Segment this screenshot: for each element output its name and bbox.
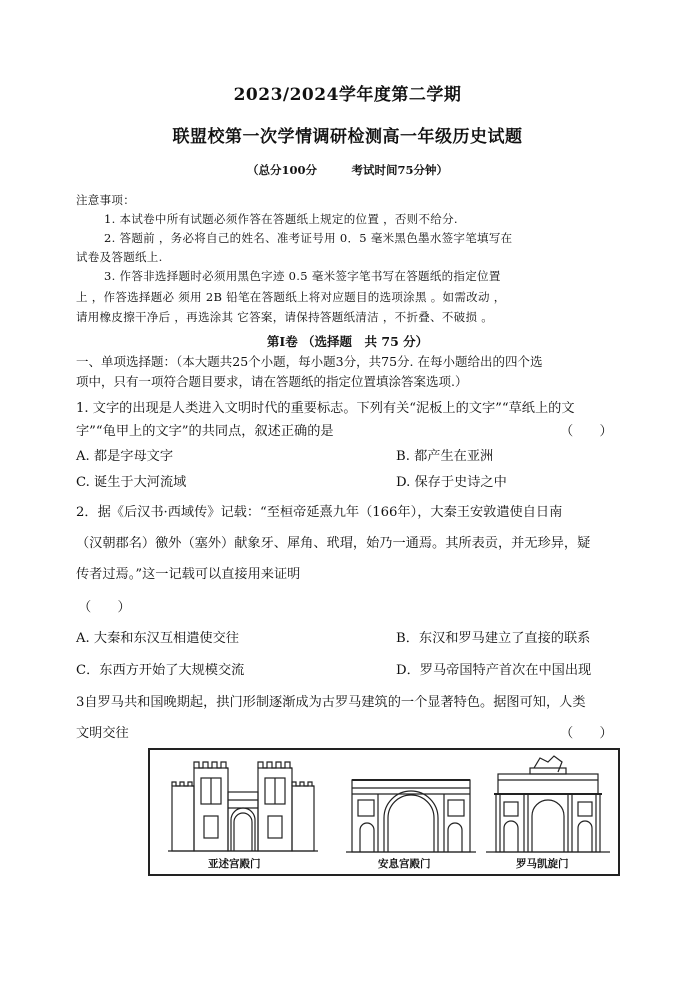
assyrian-gate-drawing (168, 756, 318, 854)
exam-info: （总分100分 考试时间75分钟） (246, 163, 448, 177)
caption-roman: 罗马凯旋门 (516, 858, 569, 870)
page-title-line1: 2023/2024学年度第二学期 (233, 85, 462, 105)
q1-option-d: D. 保存于史诗之中 (396, 475, 507, 490)
q2-answer-bracket: （ ） (78, 600, 131, 615)
q2-stem-2: （汉朝郡名）徼外（塞外）献象牙、犀角、玳瑁，始乃一通焉。其所表贡，并无珍异，疑 (76, 536, 591, 551)
q1-stem-2: 字”“龟甲上的文字”的共同点，叙述正确的是 (76, 424, 334, 439)
q2-option-a: A. 大秦和东汉互相遣使交往 (76, 631, 239, 646)
q1-stem-1: 1. 文字的出现是人类进入文明时代的重要标志。下列有关“泥板上的文字”“草纸上的文 (76, 401, 575, 416)
q2-option-d: D．罗马帝国特产首次在中国出现 (396, 663, 592, 678)
notice-heading: 注意事项： (76, 193, 135, 207)
arch-figure (148, 748, 620, 876)
q2-option-c: C．东西方开始了大规模交流 (76, 663, 245, 678)
q3-answer-bracket: （ ） (560, 726, 613, 741)
notice-item-2-cont: 试卷及答题纸上. (76, 250, 163, 264)
caption-parthian: 安息宫殿门 (378, 858, 431, 870)
section-instructions-1: 一、单项选择题：（本大题共25个小题，每小题3分，共75分. 在每小题给出的四个选 (76, 354, 543, 369)
q2-option-b: B．东汉和罗马建立了直接的联系 (396, 631, 591, 646)
q1-option-a: A. 都是字母文字 (76, 449, 174, 464)
q3-stem-1: 3自罗马共和国晚期起，拱门形制逐渐成为古罗马建筑的一个显著特色。据图可知，人类 (76, 695, 586, 710)
section-heading: 第Ⅰ卷 （选择题 共 75 分） (266, 334, 429, 349)
notice-item-3-cont2: 请用橡皮擦干净后 ，再选涂其 它答案，请保持答题纸清洁 ，不折叠、不破损 。 (76, 310, 494, 324)
q3-stem-2: 文明交往 (76, 726, 129, 741)
notice-item-3-cont1: 上 ，作答选择题必 须用 2B 铅笔在答题纸上将对应题目的选项涂黑 。如需改动 ， (76, 290, 506, 304)
roman-arch-drawing (486, 754, 610, 854)
q1-option-c: C. 诞生于大河流域 (76, 475, 187, 490)
page-title-line2: 联盟校第一次学情调研检测高一年级历史试题 (172, 127, 523, 147)
section-instructions-2: 项中，只有一项符合题目要求，请在答题纸的指定位置填涂答案选项.） (76, 374, 468, 389)
q1-option-b: B. 都产生在亚洲 (396, 449, 494, 464)
q2-stem-3: 传者过焉。”这一记载可以直接用来证明 (76, 567, 301, 582)
notice-item-3: 3. 作答非选择题时必须用黑色字迹 0.5 毫米签字笔书写在答题纸的指定位置 (104, 269, 501, 283)
parthian-gate-drawing (346, 772, 476, 854)
notice-item-1: 1. 本试卷中所有试题必须作答在答题纸上规定的位置 ，否则不给分. (104, 212, 458, 226)
notice-item-2: 2. 答题前 ，务必将自己的姓名、准考证号用 0．5 毫米黑色墨水签字笔填写在 (104, 231, 513, 245)
q2-stem-1: 2．据《后汉书·西域传》记载：“至桓帝延熹九年（166年），大秦王安敦遣使自日南 (76, 505, 563, 520)
q1-answer-bracket: （ ） (560, 424, 613, 439)
caption-assyrian: 亚述宫殿门 (208, 858, 261, 870)
